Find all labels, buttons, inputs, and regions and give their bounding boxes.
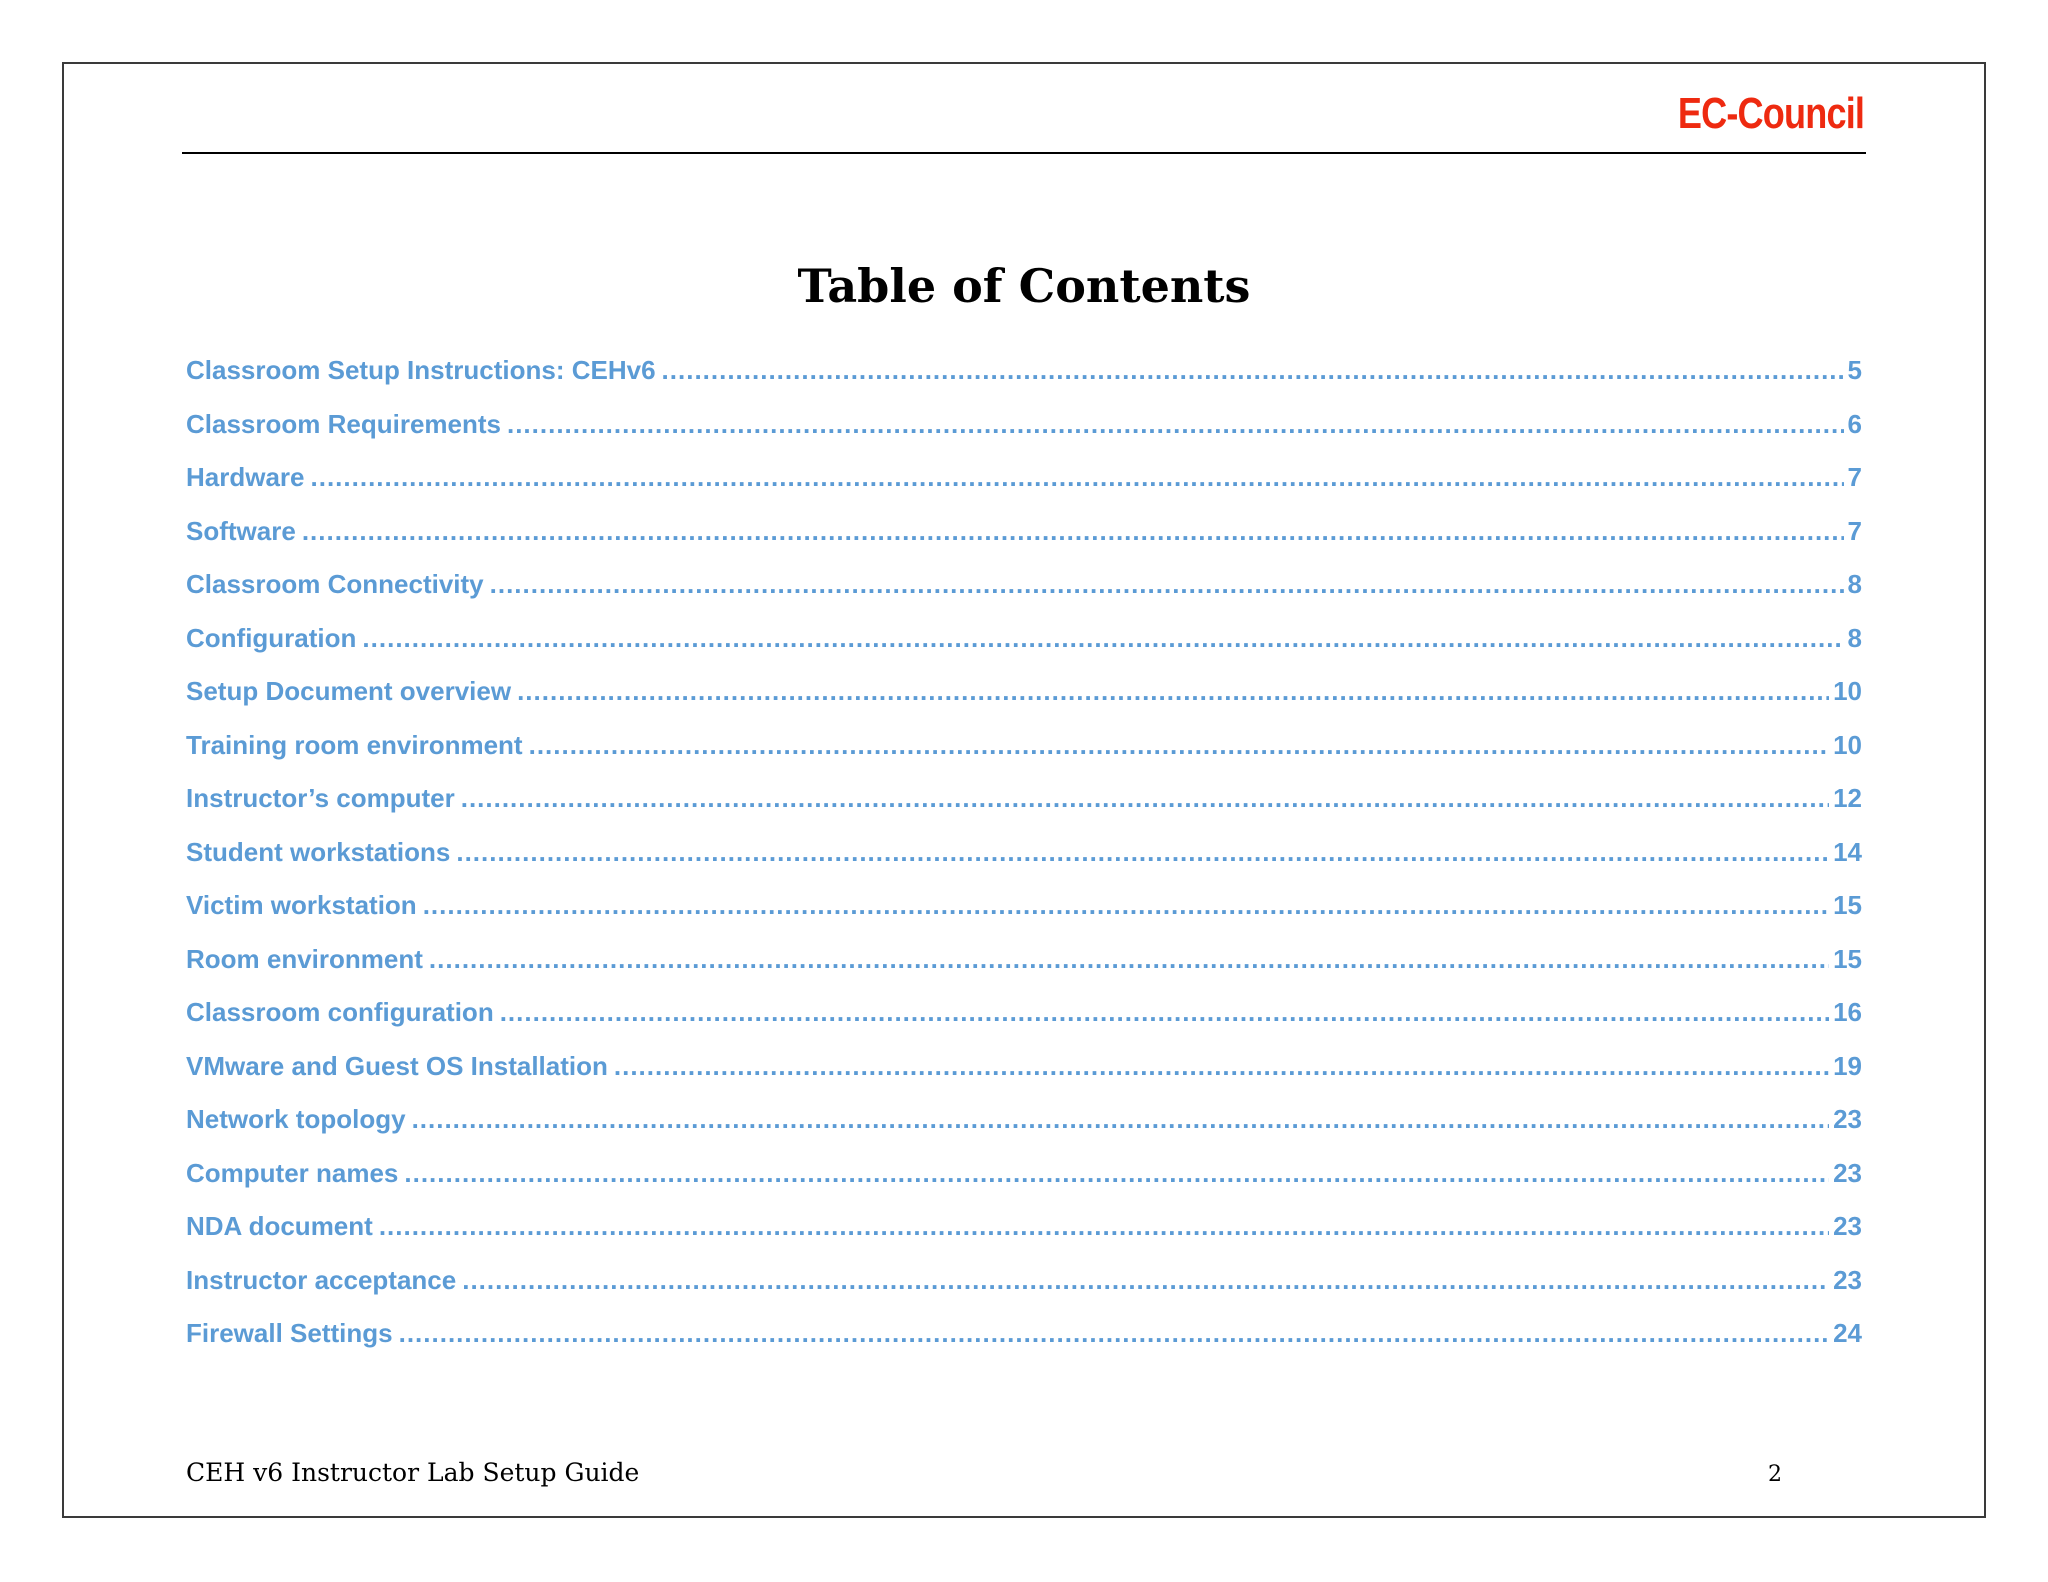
footer-document-title: CEH v6 Instructor Lab Setup Guide [186,1458,640,1487]
footer-page-number: 2 [1768,1462,1782,1487]
toc-entry[interactable] [186,719,1862,773]
toc-entry-page[interactable]: 23 [1833,1264,1862,1295]
toc-entry-page[interactable]: 24 [1833,1318,1862,1348]
toc-entry[interactable] [186,1040,1862,1094]
toc-entry-page[interactable]: 15 [1833,943,1862,974]
toc-entry[interactable] [186,505,1862,559]
toc-entry-label[interactable]: Classroom configuration [186,997,494,1027]
toc-entry[interactable] [186,879,1862,933]
toc-entry-page[interactable]: 5 [1847,355,1862,385]
toc-dot-leader [412,1093,1830,1147]
table-of-contents [186,344,1862,1361]
toc-entry-label[interactable]: Setup Document overview [186,676,512,706]
page-title: Table of Contents [797,258,1251,313]
toc-entry[interactable] [186,344,1862,398]
toc-entry-label[interactable]: Victim workstation [186,890,417,920]
toc-dot-leader [462,1254,1829,1308]
ec-council-logo: EC-Council [1677,89,1864,138]
toc-dot-leader [507,398,1844,452]
toc-dot-leader [404,1147,1829,1201]
toc-entry-label[interactable]: Instructor acceptance [186,1264,457,1295]
toc-dot-leader [379,1200,1829,1254]
toc-entry[interactable] [186,986,1862,1040]
toc-entry[interactable] [186,1307,1862,1361]
toc-entry-page[interactable]: 23 [1833,1211,1862,1241]
toc-entry-page[interactable]: 8 [1847,569,1862,599]
toc-entry-label[interactable]: Firewall Settings [186,1318,393,1348]
toc-entry-label[interactable]: Network topology [186,1104,406,1134]
toc-entry[interactable] [186,826,1862,880]
toc-entry-page[interactable]: 15 [1833,890,1862,920]
toc-dot-leader [399,1307,1829,1361]
toc-entry-label[interactable]: Software [186,515,296,546]
toc-entry[interactable] [186,612,1862,666]
toc-entry-label[interactable]: Instructor’s computer [186,783,455,813]
toc-dot-leader [517,665,1829,719]
toc-entry[interactable] [186,451,1862,505]
toc-entry-page[interactable]: 23 [1833,1157,1862,1188]
toc-dot-leader [302,505,1844,559]
toc-dot-leader [311,451,1844,505]
toc-dot-leader [614,1040,1829,1094]
toc-entry-label[interactable]: Student workstations [186,836,451,867]
toc-dot-leader [423,879,1829,933]
toc-entry-label[interactable]: Configuration [186,622,357,653]
toc-entry-page[interactable]: 7 [1847,515,1862,546]
toc-entry-page[interactable]: 10 [1833,729,1862,760]
toc-entry-label[interactable]: NDA document [186,1211,373,1241]
toc-entry-label[interactable]: Classroom Requirements [186,408,501,439]
toc-entry-label[interactable]: Computer names [186,1157,399,1188]
toc-entry-page[interactable]: 7 [1847,462,1862,492]
toc-dot-leader [490,558,1844,612]
toc-entry[interactable] [186,665,1862,719]
toc-dot-leader [362,612,1843,666]
toc-entry-label[interactable]: Training room environment [186,729,523,760]
toc-entry-label[interactable]: Room environment [186,943,423,974]
toc-entry[interactable] [186,1093,1862,1147]
toc-dot-leader [500,986,1829,1040]
toc-entry[interactable] [186,1200,1862,1254]
toc-entry[interactable] [186,1147,1862,1201]
toc-entry[interactable] [186,398,1862,452]
toc-dot-leader [529,719,1829,773]
toc-entry-page[interactable]: 12 [1833,783,1862,813]
toc-entry-label[interactable]: Hardware [186,462,305,492]
toc-entry[interactable] [186,933,1862,987]
header-rule [182,152,1866,154]
toc-dot-leader [429,933,1829,987]
toc-entry-label[interactable]: Classroom Setup Instructions: CEHv6 [186,355,656,385]
toc-dot-leader [456,826,1829,880]
toc-dot-leader [461,772,1829,826]
toc-entry-page[interactable]: 10 [1833,676,1862,706]
toc-entry-page[interactable]: 23 [1833,1104,1862,1134]
toc-entry-page[interactable]: 19 [1833,1050,1862,1081]
toc-entry-page[interactable]: 14 [1833,836,1862,867]
toc-entry-label[interactable]: Classroom Connectivity [186,569,484,599]
toc-entry-page[interactable]: 6 [1847,408,1862,439]
toc-entry[interactable] [186,772,1862,826]
toc-entry[interactable] [186,558,1862,612]
toc-entry-label[interactable]: VMware and Guest OS Installation [186,1050,608,1081]
toc-entry-page[interactable]: 8 [1847,622,1862,653]
toc-entry[interactable] [186,1254,1862,1308]
toc-entry-page[interactable]: 16 [1833,997,1862,1027]
toc-dot-leader [662,344,1844,398]
